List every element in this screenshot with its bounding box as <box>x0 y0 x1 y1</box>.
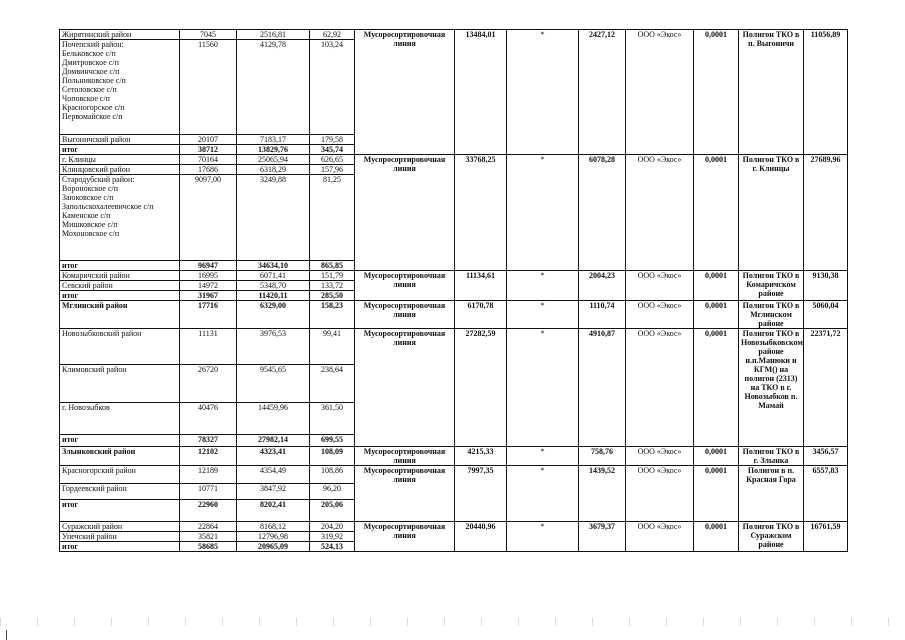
waste-volume: 361,50 <box>310 403 355 435</box>
scan-noise <box>0 618 905 626</box>
table-row <box>60 30 848 40</box>
destination: Полигон ТКО в Комаричском районе <box>739 271 804 301</box>
waste-mass: 34634,10 <box>237 261 310 271</box>
capacity-value: 7997,35 <box>455 466 507 522</box>
waste-mass: 6318,29 <box>237 165 310 175</box>
table-row <box>60 271 848 281</box>
waste-volume: 699,55 <box>310 435 355 447</box>
area-name: итог <box>60 261 180 271</box>
waste-mass: 13829,76 <box>237 145 310 155</box>
result-value: 5060,04 <box>804 301 848 329</box>
coefficient: 0,0001 <box>694 271 739 301</box>
population: 17686 <box>180 165 237 175</box>
operator-org: ООО «Экос» <box>626 30 694 155</box>
waste-mass: 14459,96 <box>237 403 310 435</box>
coefficient: 0,0001 <box>694 301 739 329</box>
coefficient: 0,0001 <box>694 466 739 522</box>
area-name: Комаричский район <box>60 271 180 281</box>
waste-mass: 9545,65 <box>237 365 310 403</box>
waste-volume: 204,20 <box>310 522 355 532</box>
result-value: 11056,89 <box>804 30 848 155</box>
waste-volume: 81,25 <box>310 175 355 261</box>
area-name: итог <box>60 145 180 155</box>
marker: * <box>507 329 579 447</box>
result-value: 9130,38 <box>804 271 848 301</box>
table-row <box>60 466 848 484</box>
waste-volume: 62,92 <box>310 30 355 40</box>
area-name: Унечский район <box>60 532 180 542</box>
operator-org: ООО «Экос» <box>626 301 694 329</box>
area-name: Красногорский район <box>60 466 180 484</box>
waste-mass: 20965,09 <box>237 542 310 552</box>
operator-org: ООО «Экос» <box>626 447 694 466</box>
area-name: г. Новозыбков <box>60 403 180 435</box>
population: 14972 <box>180 281 237 291</box>
marker: * <box>507 466 579 522</box>
waste-volume: 157,96 <box>310 165 355 175</box>
population: 12189 <box>180 466 237 484</box>
capacity-value: 6170,78 <box>455 301 507 329</box>
coefficient: 0,0001 <box>694 447 739 466</box>
capacity-value: 20440,96 <box>455 522 507 552</box>
population: 96947 <box>180 261 237 271</box>
waste-volume: 865,85 <box>310 261 355 271</box>
amount-value: 1110,74 <box>579 301 626 329</box>
waste-mass: 2516,81 <box>237 30 310 40</box>
waste-volume: 319,92 <box>310 532 355 542</box>
marker: * <box>507 271 579 301</box>
amount-value: 4910,87 <box>579 329 626 447</box>
population: 22864 <box>180 522 237 532</box>
population: 38712 <box>180 145 237 155</box>
destination: Полигон ТКО в г. Клинцы <box>739 155 804 271</box>
population: 40476 <box>180 403 237 435</box>
amount-value: 6078,28 <box>579 155 626 271</box>
waste-mass: 6329,00 <box>237 301 310 329</box>
population: 26720 <box>180 365 237 403</box>
waste-mass: 3976,53 <box>237 329 310 365</box>
area-name: Выгоничский район <box>60 135 180 145</box>
waste-volume: 524,13 <box>310 542 355 552</box>
area-name: Стародубский район: Воронокское с/п Заюковское с/п Запольскохалеевичское с/п Каменское с/п Мишковское с/п Мохоновское с/п <box>60 175 180 261</box>
destination: Полигон в п. Красная Гора <box>739 466 804 522</box>
waste-volume: 179,58 <box>310 135 355 145</box>
waste-mass: 27982,14 <box>237 435 310 447</box>
area-name: Клинцовский район <box>60 165 180 175</box>
amount-value: 2004,23 <box>579 271 626 301</box>
processing-line: Мусоросортировочная линия <box>355 301 455 329</box>
population: 16995 <box>180 271 237 281</box>
area-name: итог <box>60 500 180 522</box>
waste-mass: 4129,78 <box>237 40 310 135</box>
result-value: 16761,59 <box>804 522 848 552</box>
operator-org: ООО «Экос» <box>626 329 694 447</box>
waste-mass: 8202,41 <box>237 500 310 522</box>
marker: * <box>507 155 579 271</box>
population: 35821 <box>180 532 237 542</box>
waste-mass: 5348,70 <box>237 281 310 291</box>
operator-org: ООО «Экос» <box>626 155 694 271</box>
population: 31967 <box>180 291 237 301</box>
processing-line: Мусоросортировочная линия <box>355 447 455 466</box>
capacity-value: 11134,61 <box>455 271 507 301</box>
area-name: г. Клинцы <box>60 155 180 165</box>
waste-volume: 285,50 <box>310 291 355 301</box>
processing-line: Мусоросортировочная линия <box>355 329 455 447</box>
waste-volume: 133,72 <box>310 281 355 291</box>
waste-volume: 103,24 <box>310 40 355 135</box>
coefficient: 0,0001 <box>694 522 739 552</box>
table-row <box>60 522 848 532</box>
waste-mass: 7183,17 <box>237 135 310 145</box>
table-row <box>60 329 848 365</box>
waste-mass: 12796,98 <box>237 532 310 542</box>
area-name: Новозыбковский район <box>60 329 180 365</box>
population: 11131 <box>180 329 237 365</box>
waste-mass: 11420,11 <box>237 291 310 301</box>
processing-line: Мусоросортировочная линия <box>355 466 455 522</box>
waste-volume: 205,06 <box>310 500 355 522</box>
population: 12102 <box>180 447 237 466</box>
waste-volume: 238,64 <box>310 365 355 403</box>
area-name: итог <box>60 435 180 447</box>
area-name: Севский район <box>60 281 180 291</box>
waste-mass: 3847,92 <box>237 484 310 500</box>
waste-volume: 626,65 <box>310 155 355 165</box>
population: 58685 <box>180 542 237 552</box>
coefficient: 0,0001 <box>694 30 739 155</box>
area-name: Жирятинский район <box>60 30 180 40</box>
amount-value: 3679,37 <box>579 522 626 552</box>
area-name: Климовский район <box>60 365 180 403</box>
total-row <box>60 301 848 329</box>
processing-line: Мусоросортировочная линия <box>355 155 455 271</box>
processing-line: Мусоросортировочная линия <box>355 30 455 155</box>
area-name: Мглинский район <box>60 301 180 329</box>
population: 9097,00 <box>180 175 237 261</box>
coefficient: 0,0001 <box>694 155 739 271</box>
destination: Полигон ТКО в Новозыбковском районе н.п.Манюки и КГМ() на полигон (2313) на ТКО в г. Новозыбков п. Мамай <box>739 329 804 447</box>
destination: Полигон ТКО в Мглинском районе <box>739 301 804 329</box>
area-name: итог <box>60 291 180 301</box>
waste-mass: 8168,12 <box>237 522 310 532</box>
destination: Полигон ТКО в г. Злынка <box>739 447 804 466</box>
area-name: итог <box>60 542 180 552</box>
total-row <box>60 447 848 466</box>
area-name: Злынковский район <box>60 447 180 466</box>
amount-value: 758,76 <box>579 447 626 466</box>
area-name: Гордеевский район <box>60 484 180 500</box>
scan-mark <box>6 630 7 640</box>
capacity-value: 33768,25 <box>455 155 507 271</box>
table-row <box>60 155 848 165</box>
waste-mass: 25065,94 <box>237 155 310 165</box>
waste-volume: 151,79 <box>310 271 355 281</box>
amount-value: 1439,52 <box>579 466 626 522</box>
population: 78327 <box>180 435 237 447</box>
marker: * <box>507 522 579 552</box>
waste-volume: 108,09 <box>310 447 355 466</box>
capacity-value: 27282,59 <box>455 329 507 447</box>
capacity-value: 4215,33 <box>455 447 507 466</box>
result-value: 6557,83 <box>804 466 848 522</box>
operator-org: ООО «Экос» <box>626 522 694 552</box>
population: 10771 <box>180 484 237 500</box>
processing-line: Мусоросортировочная линия <box>355 522 455 552</box>
marker: * <box>507 447 579 466</box>
waste-mass: 6071,41 <box>237 271 310 281</box>
population: 70164 <box>180 155 237 165</box>
operator-org: ООО «Экос» <box>626 466 694 522</box>
population: 7045 <box>180 30 237 40</box>
area-name: Суражский район <box>60 522 180 532</box>
waste-mass: 4354,49 <box>237 466 310 484</box>
population: 20107 <box>180 135 237 145</box>
waste-volume: 99,41 <box>310 329 355 365</box>
waste-mass: 4323,41 <box>237 447 310 466</box>
destination: Полигон ТКО в Суражском районе <box>739 522 804 552</box>
marker: * <box>507 301 579 329</box>
waste-distribution-table <box>59 29 848 552</box>
area-name: Почепский район: Бельковское с/п Дмитровское с/п Домвинчское с/п Польниковское с/п Сетоловское с/п Чоповское с/п Красногорское с/п Первомайское с/п <box>60 40 180 135</box>
operator-org: ООО «Экос» <box>626 271 694 301</box>
waste-volume: 158,23 <box>310 301 355 329</box>
result-value: 3456,57 <box>804 447 848 466</box>
marker: * <box>507 30 579 155</box>
result-value: 22371,72 <box>804 329 848 447</box>
population: 11560 <box>180 40 237 135</box>
destination: Полигон ТКО в п. Выгоничи <box>739 30 804 155</box>
capacity-value: 13484,01 <box>455 30 507 155</box>
result-value: 27689,96 <box>804 155 848 271</box>
waste-volume: 108,86 <box>310 466 355 484</box>
waste-volume: 96,20 <box>310 484 355 500</box>
processing-line: Мусоросортировочная линия <box>355 271 455 301</box>
population: 17716 <box>180 301 237 329</box>
population: 22960 <box>180 500 237 522</box>
amount-value: 2427,12 <box>579 30 626 155</box>
waste-mass: 3249,88 <box>237 175 310 261</box>
waste-volume: 345,74 <box>310 145 355 155</box>
coefficient: 0,0001 <box>694 329 739 447</box>
